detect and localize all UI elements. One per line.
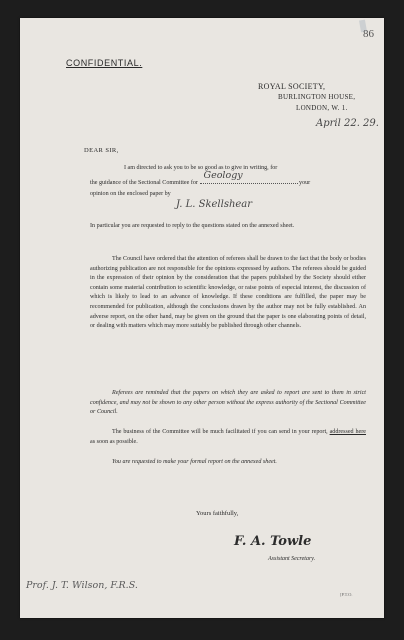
please-turn-over: [P.T.O. — [340, 592, 353, 597]
committee-name: Geology — [203, 169, 243, 181]
request-line-3-text: opinion on the enclosed paper by — [90, 191, 171, 198]
business-paragraph — [90, 428, 366, 447]
council-instructions-paragraph: The Council have ordered that the attention of referees shall be drawn to the fact that the body or bodies authorizing publication are not responsible for the opinions expressed by authors. The referees should be guided in the expression of their opinion by the consideration that the papers published by the Society should either contain some material contribution to scientific knowledge, or raise points of especial interest, the discussion of which is likely to lead to an advance of knowledge. If these conditions are fulfilled, the paper may be recommended for publication, although the conclusions drawn by the author may not be fully established. An adverse report, on the other hand, may be given on the ground that the paper is one elaborating points of detail, or dealing with matters which may more suitably be published through other channels. — [90, 256, 366, 330]
annexed-questions-paragraph: In particular you are requested to reply to the questions stated on the annexed sheet. — [90, 223, 295, 229]
request-paragraph — [90, 164, 366, 200]
corner-number: 86 — [363, 28, 374, 40]
formal-report-note: You are requested to make your formal report on the annexed sheet. — [112, 459, 277, 465]
request-line-2-end: your — [299, 179, 311, 186]
request-line-2 — [90, 169, 366, 189]
address-line-1: ROYAL SOCIETY, — [258, 82, 326, 91]
address-line-2: BURLINGTON HOUSE, — [278, 93, 356, 101]
committee-blank — [200, 169, 298, 184]
signature: F. A. Towle — [234, 534, 312, 549]
addressed-here-link: addressed here — [329, 429, 366, 435]
address-line-3: LONDON, W. 1. — [296, 104, 348, 112]
recipient-handwritten: Prof. J. T. Wilson, F.R.S. — [26, 580, 138, 591]
author-name: J. L. Skellshear — [176, 199, 253, 210]
request-line-1: I am directed to ask you to be so good as to give in writing, for — [124, 165, 278, 171]
letter-page — [20, 18, 384, 618]
salutation: DEAR SIR, — [84, 147, 119, 154]
signer-title: Assistant Secretary. — [268, 556, 316, 562]
business-text-b: as soon as possible. — [90, 438, 138, 445]
handwritten-date: April 22. 29. — [316, 118, 379, 129]
confidentiality-paragraph: Referees are reminded that the papers on which they are asked to report are sent to them in strict confidence, and may not be shown to any other person without the express authority of the Sectional Committee or Council. — [90, 390, 366, 416]
closing: Yours faithfully, — [196, 510, 239, 517]
confidential-heading: CONFIDENTIAL. — [66, 58, 143, 68]
request-line-2-text: the guidance of the Sectional Committee for — [90, 179, 198, 186]
business-text-a: The business of the Committee will be much facilitated if you can send in your report, — [112, 429, 328, 435]
